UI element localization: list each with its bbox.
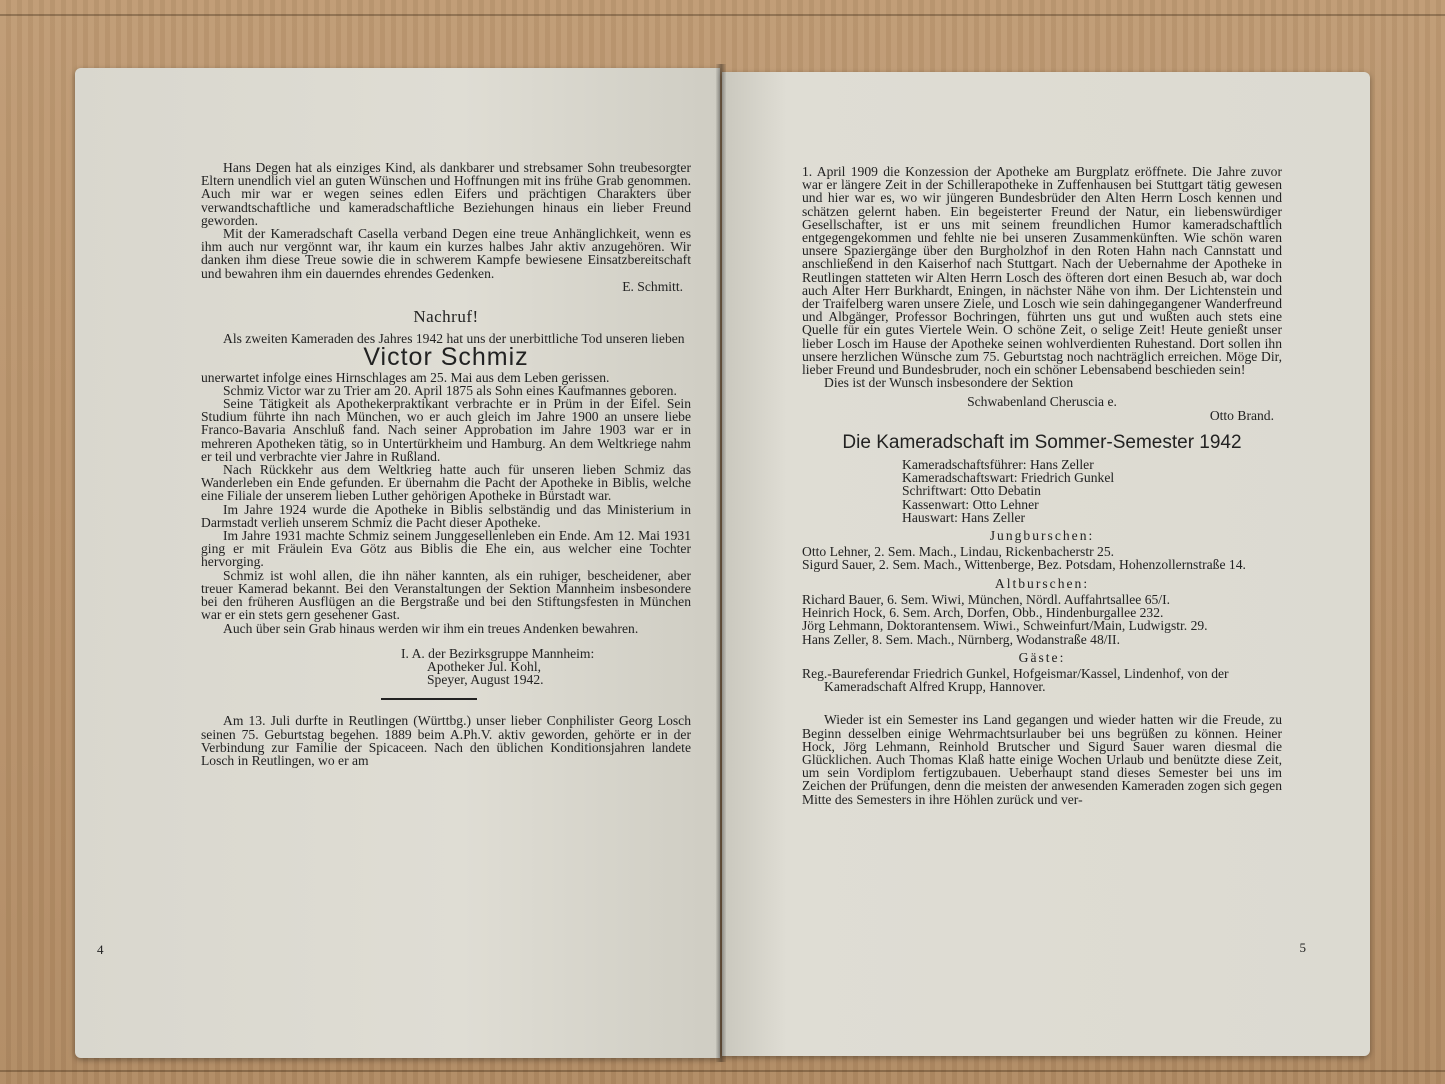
right-page-column <box>802 165 1282 806</box>
losch-paragraph: Am 13. Juli durfte in Reutlingen (Württbg.) unser lieber Conphilister Georg Losch seinen 75. Geburtstag begehen. 1889 beim A.Ph.V. aktiv geworden, gehörte er in der Verbindung zur Familie der Spicaceen. Nach den üblichen Konditionsjahren landete Losch in Reutlingen, wo er am <box>201 713 691 768</box>
signature: Otto Brand. <box>1209 407 1274 423</box>
obituary-name: Victor Schmiz <box>363 343 529 372</box>
semester-paragraph: Wieder ist ein Semester ins Land gegangen und wieder hatten wir die Freude, zu Beginn desselben einige Wehrmachtsurlauber bei uns begrüßen zu können. Heiner Hock, Jörg Lehmann, Reinhold Brutscher und Sigurd Sauer waren diesmal die Glücklichen. Auch Thomas Klaß hatte einige Wochen Urlaub und benützte diese Zeit, um sein Vordiplom fertigzubauen. Ueberhaupt stand dieses Semester bei uns im Zeichen der Prüfungen, denn die meisten der anwesenden Kameraden zogen sich gegen Mitte des Semesters in ihre Höhlen zurück und ver- <box>802 712 1282 807</box>
obituary-lead: Als zweiten Kameraden des Jahres 1942 hat uns der unerbittliche Tod unseren lieben <box>223 331 685 347</box>
officer-entry: Kameradschaftswart: Friedrich Gunkel <box>902 470 1115 486</box>
wish-line: Dies ist der Wunsch insbesondere der Sektion <box>824 375 1074 391</box>
altburschen-label: Altburschen: <box>994 575 1090 591</box>
member-entry: Sigurd Sauer, 2. Sem. Mach., Wittenberge, Bez. Potsdam, Hohenzollernstraße 14. <box>802 557 1246 573</box>
obituary-paragraph: Schmiz Victor war zu Trier am 20. April 1875 als Sohn eines Kaufmannes geboren. <box>223 382 677 398</box>
page-number: 4 <box>97 942 104 957</box>
obituary-heading: Nachruf! <box>413 307 479 327</box>
officer-entry: Schriftwart: Otto Debatin <box>902 483 1041 499</box>
book-gutter <box>716 64 726 1062</box>
obituary-paragraph: Auch über sein Grab hinaus werden wir ihm ein treues Andenken bewahren. <box>223 620 639 636</box>
right-page <box>722 72 1370 1056</box>
continuation-paragraph: 1. April 1909 die Konzession der Apotheke am Burgplatz eröffnete. Die Jahre zuvor war er längere Zeit in der Schillerapotheke in Zuffenhausen bei Stuttgart tätig gewesen und hier war es, wo wir jüngeren Bundesbrüder den Alten Herrn Losch kennen und schätzen gelernt haben. Ein begeisterter Freund der Natur, ein liebenswürdiger Gesellschafter, ist er uns mit seinem freundlichen Humor kameradschaftlich entgegengekommen und fehlte nie bei unseren Zusammenkünften. Wie schön waren unsere Spaziergänge über den Burgholzhof in den Roten Hahn nach Cannstatt und anschließend in den Kaiserhof nach Stuttgart. Nach der Uebernahme der Apotheke in Reutlingen statteten wir Alten Herrn Losch des öfteren dort einen Besuch ab, war doch auch Alter Herr Burkhardt, Eningen, in nächster Nähe von ihm. Der Lichtenstein und der Traifelberg waren unsere Ziele, und Losch wie sein dahingegangener Wanderfreund und Albgänger, Professor Bochringen, führten uns gut und wußten auch stets eine Quelle für ein gutes Viertele Wein. O schöne Zeit, o selige Zeit! Heute genießt unser lieber Losch im Hause der Apotheke seinen wohlverdienten Ruhestand. Dort sollen ihn unsere herzlichen Wünsche zum 75. Geburtstag noch nachträglich erreichen. Möge Dir, lieber Freund und Bundesbruder, noch ein schöner Lebensabend beschieden sein! <box>802 164 1282 378</box>
section-name: Schwabenland Cheruscia e. <box>967 394 1117 410</box>
member-entry: Jörg Lehmann, Doktorantensem. Wiwi., Schweinfurt/Main, Ludwigstr. 29. <box>802 618 1208 634</box>
intro-paragraph: Hans Degen hat als einziges Kind, als dankbarer und strebsamer Sohn treubesorgter Eltern unendlich viel an guten Wünschen und Hoffnungen mit ins frühe Grab genommen. Auch mir war er wegen seines edlen Eifers und prächtigen Charakters über verwandtschaftliche und kameradschaftliche Beziehungen hinaus ein lieber Freund geworden. <box>201 160 691 228</box>
obituary-paragraph: Im Jahre 1924 wurde die Apotheke in Biblis selbständig und das Ministerium in Darmstadt verlieh unserem Schmiz die Pacht dieser Apotheke. <box>201 501 691 530</box>
member-entry: Heinrich Hock, 6. Sem. Arch, Dorfen, Obb., Hindenburgallee 232. <box>802 605 1164 621</box>
page-number: 5 <box>1299 940 1306 955</box>
member-entry: Otto Lehner, 2. Sem. Mach., Lindau, Rickenbacherstr 25. <box>802 544 1115 560</box>
member-entry: Hans Zeller, 8. Sem. Mach., Nürnberg, Wodanstraße 48/II. <box>802 631 1120 647</box>
section-divider <box>381 698 477 700</box>
wood-seam <box>0 14 1445 16</box>
obituary-paragraph: unerwartet infolge eines Hirnschlages am 25. Mai aus dem Leben gerissen. <box>201 369 610 385</box>
officer-entry: Kassenwart: Otto Lehner <box>902 496 1039 512</box>
wood-seam <box>0 1070 1445 1072</box>
obituary-paragraph: Schmiz ist wohl allen, die ihn näher kannten, als ein ruhiger, bescheidener, aber treuer Kamerad bekannt. Bei den Veranstaltungen der Sektion Mannheim insbesondere bei den früheren Ausflügen an die Bergstraße und bei den Stiftungsfesten in München war er ein stets gern gesehener Gast. <box>201 567 691 623</box>
obituary-paragraph: Seine Tätigkeit als Apothekerpraktikant verbrachte er in Prüm in der Eifel. Sein Studium führte ihn nach München, wo er auch gleich im Jahre 1900 an unsere liebe Franco-Bavaria Anschluß fand. Nach seiner Approbation im Jahre 1903 war er in mehreren Apotheken tätig, so in Untertürkheim und Hamburg. An dem Weltkriege nahm er teil und verbrachte vier Jahre in Rußland. <box>201 396 691 464</box>
closing-line: Apotheker Jul. Kohl, <box>427 658 542 674</box>
jungburschen-label: Jungburschen: <box>989 528 1095 544</box>
member-entry: Richard Bauer, 6. Sem. Wiwi, München, Nördl. Auffahrtsallee 65/I. <box>802 591 1170 607</box>
obituary-paragraph: Nach Rückkehr aus dem Weltkrieg hatte auch für unseren lieben Schmiz das Wanderleben ein Ende gefunden. Er übernahm die Pacht der Apotheke in Biblis, welche eine Filiale der unserem lieben Luther gehörigen Apotheke in Bürstadt war. <box>201 462 691 504</box>
officers-list <box>902 458 1282 524</box>
officer-entry: Hauswart: Hans Zeller <box>902 509 1026 525</box>
gaeste-label: Gäste: <box>1018 649 1066 665</box>
left-page <box>75 68 720 1058</box>
closing-line: Speyer, August 1942. <box>427 672 544 688</box>
obituary-paragraph: Im Jahre 1931 machte Schmiz seinem Junggesellenleben ein Ende. Am 12. Mai 1931 ging er mit Fräulein Eva Götz aus Biblis die Ehe ein, aus welcher eine Tochter hervorging. <box>201 528 691 570</box>
guest-entry: Reg.-Baureferendar Friedrich Gunkel, Hofgeismar/Kassel, Lindenhof, von der Kameradschaft Alfred Krupp, Hannover. <box>802 665 1229 695</box>
officer-entry: Kameradschaftsführer: Hans Zeller <box>902 457 1094 473</box>
left-page-column <box>201 161 691 767</box>
section-heading: Die Kameradschaft im Sommer-Semester 1942 <box>842 431 1242 453</box>
intro-paragraph: Mit der Kameradschaft Casella verband Degen eine treue Anhänglichkeit, wenn es ihm auch nur vergönnt war, ihr kaum ein kurzes halbes Jahr aktiv anzugehören. Wir danken ihm diese Treue sowie die in schwerem Kampfe bewiesene Einsatzbereitschaft und bewahren ihm ein dauerndes ehrendes Gedenken. <box>201 226 691 281</box>
intro-signature: E. Schmitt. <box>622 278 683 294</box>
closing-line: I. A. der Bezirksgruppe Mannheim: <box>401 645 595 661</box>
